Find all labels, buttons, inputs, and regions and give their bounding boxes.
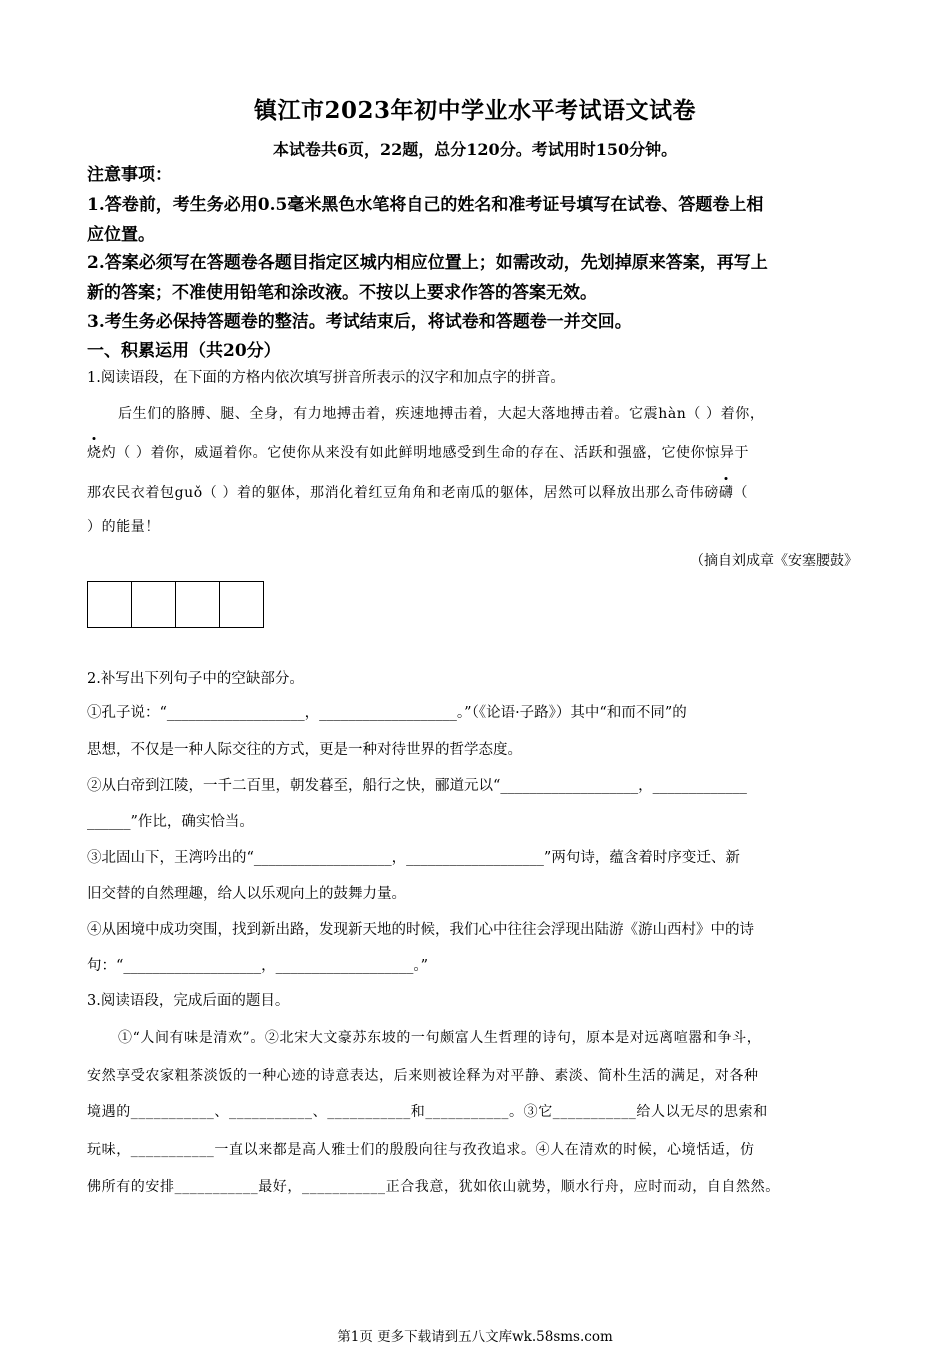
question-1-prompt: 1.阅读语段，在下面的方格内依次填写拼音所表示的汉字和加点字的拼音。	[87, 370, 565, 386]
emphasis-dot-char: 礴	[719, 481, 734, 505]
passage-line: 安然享受农家粗茶淡饭的一种心迹的诗意表达，后来则被诠释为对平静、素淡、简朴生活的满足，对各种	[87, 1068, 759, 1084]
passage-line: ①“人间有味是清欢”。②北宋大文豪苏东坡的一句颇富人生哲理的诗句，原本是对远离喧嚣和争斗，	[118, 1030, 762, 1046]
page-footer: 第1页 更多下载请到五八文库wk.58sms.com	[337, 1329, 613, 1345]
question-line: ①孔子说：“___________________，___________________。”（《论语·子路》）其中“和而不同”的	[87, 705, 687, 721]
notice-heading: 注意事项：	[87, 165, 172, 185]
section-heading: 一、积累运用（共20分）	[87, 341, 281, 361]
answer-cell[interactable]	[176, 582, 220, 627]
question-line: 思想，不仅是一种人际交往的方式，更是一种对待世界的哲学态度。	[87, 742, 522, 758]
notice-line: 新的答案；不准使用铅笔和涂改液。不按以上要求作答的答案无效。	[87, 283, 597, 303]
question-line: ②从白帝到江陵，一千二百里，朝发暮至，船行之快，郦道元以“___________________，_____________	[87, 778, 747, 794]
passage-line: 烧灼（ ）着你，威逼着你。它使你从来没有如此鲜明地感受到生命的存在、活跃和强盛，它使你惊异于	[87, 441, 867, 465]
question-3-prompt: 3.阅读语段，完成后面的题目。	[87, 993, 290, 1009]
answer-cell[interactable]	[220, 582, 264, 627]
answer-grid[interactable]	[87, 581, 264, 628]
passage-line: 玩味，___________一直以来都是高人雅士们的殷殷向往与孜孜追求。④人在清欢的时候，心境恬适，仿	[87, 1142, 755, 1158]
question-line: ______”作比，确实恰当。	[87, 814, 254, 830]
passage-line: 那农民衣着包guǒ（ ）着的躯体，那消化着红豆角角和老南瓜的躯体，居然可以释放出那么奇伟磅礴（	[87, 481, 867, 505]
exam-info: 本试卷共6页，22题，总分120分。考试用时150分钟。	[272, 140, 678, 159]
notice-line: 1.答卷前，考生务必用0.5毫米黑色水笔将自己的姓名和准考证号填写在试卷、答题卷上相	[87, 195, 764, 215]
emphasis-dot-char: 烧	[87, 441, 102, 465]
passage-line: 后生们的胳膊、腿、全身，有力地搏击着，疾速地搏击着，大起大落地搏击着。它震hàn（ ）着你，	[118, 406, 765, 422]
passage-line: 佛所有的安排___________最好，___________正合我意，犹如依山就势，顺水行舟，应时而动，自自然然。	[87, 1179, 780, 1195]
page-title: 镇江市2023年初中学业水平考试语文试卷	[253, 97, 696, 124]
question-line: ④从困境中成功突围，找到新出路，发现新天地的时候，我们心中往往会浮现出陆游《游山西村》中的诗	[87, 922, 754, 938]
passage-line: 境遇的___________、___________、___________和___________。③它___________给人以无尽的思索和	[87, 1104, 768, 1120]
question-2-prompt: 2.补写出下列句子中的空缺部分。	[87, 671, 304, 687]
question-line: 旧交替的自然理趣，给人以乐观向上的鼓舞力量。	[87, 886, 406, 902]
passage-source: （摘自刘成章《安塞腰鼓》	[690, 553, 858, 569]
notice-line: 应位置。	[87, 225, 155, 245]
passage-line: ）的能量！	[87, 519, 160, 535]
answer-cell[interactable]	[132, 582, 176, 627]
notice-line: 2.答案必须写在答题卷各题目指定区城内相应位置上；如需改动，先划掉原来答案，再写上	[87, 253, 768, 273]
answer-cell[interactable]	[88, 582, 132, 627]
question-line: ③北固山下，王湾吟出的“___________________，___________________”两句诗，蕴含着时序变迁、新	[87, 850, 740, 866]
question-line: 句：“___________________，___________________。”	[87, 958, 429, 974]
notice-line: 3.考生务必保持答题卷的整洁。考试结束后，将试卷和答题卷一并交回。	[87, 312, 632, 332]
